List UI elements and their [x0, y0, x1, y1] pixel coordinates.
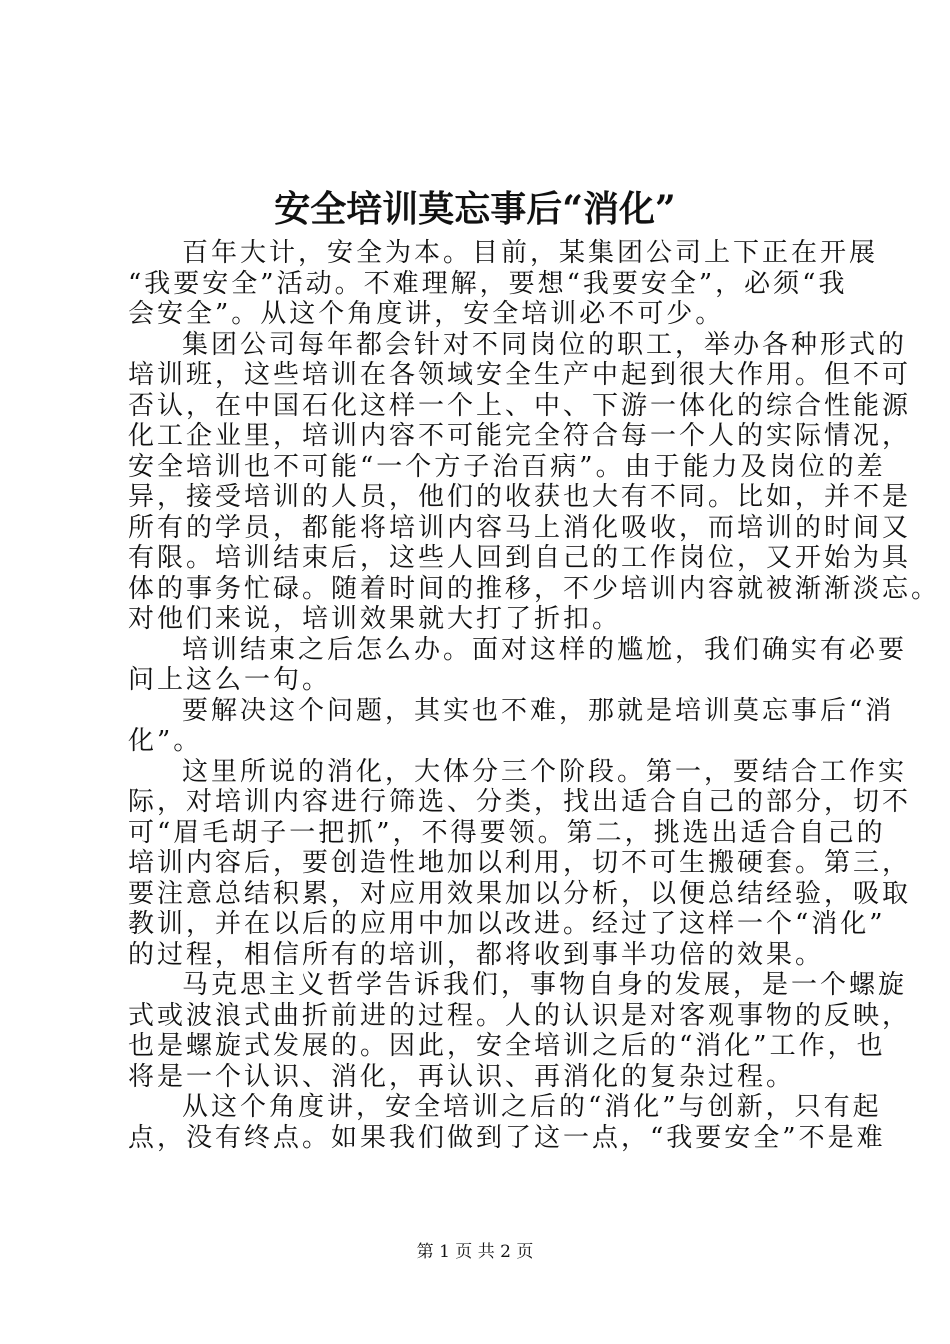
document-title: 安全培训莫忘事后“消化”: [274, 188, 676, 230]
document-body: [128, 238, 941, 1153]
paragraph: [128, 238, 879, 330]
paragraph-line: 集团公司每年都会针对不同岗位的职工，举办各种形式的: [182, 329, 908, 360]
paragraph-line: 化工企业里，培训内容不可能完全符合每一个人的实际情况，: [128, 421, 912, 451]
paragraph-line: 教训，并在以后的应用中加以改进。经过了这样一个“消化”: [128, 909, 886, 939]
paragraph-line: 化”。: [128, 726, 203, 756]
paragraph-line: “我要安全”活动。不难理解，要想“我要安全”，必须“我: [128, 268, 848, 299]
paragraph: [128, 970, 912, 1092]
paragraph-line: 培训班，这些培训在各领域安全生产中起到很大作用。但不可: [128, 360, 912, 390]
paragraph: [128, 1092, 886, 1153]
paragraph-line: 百年大计，安全为本。目前，某集团公司上下正在开展: [182, 238, 879, 268]
paragraph-line: 要注意总结积累，对应用效果加以分析，以便总结经验，吸取: [128, 878, 912, 909]
paragraph-line: 异，接受培训的人员，他们的收获也大有不同。比如，并不是: [128, 482, 912, 512]
paragraph-line: 问上这么一句。: [128, 665, 332, 695]
paragraph-line: 体的事务忙碌。随着时间的推移，不少培训内容就被渐渐淡忘。: [128, 573, 941, 604]
paragraph-line: 培训内容后，要创造性地加以利用，切不可生搬硬套。第三，: [128, 848, 912, 878]
paragraph-line: 否认，在中国石化这样一个上、中、下游一体化的综合性能源: [128, 390, 912, 421]
paragraph-line: 马克思主义哲学告诉我们，事物自身的发展，是一个螺旋: [182, 970, 908, 1000]
page-footer: 第 1 页 共 2 页: [416, 1242, 534, 1262]
paragraph: [128, 756, 912, 971]
paragraph-line: 也是螺旋式发展的。因此，安全培训之后的“消化”工作，也: [128, 1031, 886, 1061]
paragraph-line: 际，对培训内容进行筛选、分类，找出适合自己的部分，切不: [128, 787, 912, 817]
paragraph: [128, 634, 908, 696]
paragraph-line: 有限。培训结束后，这些人回到自己的工作岗位，又开始为具: [128, 543, 912, 573]
paragraph-line: 所有的学员，都能将培训内容马上消化吸收，而培训的时间又: [128, 512, 912, 543]
paragraph-line: 点，没有终点。如果我们做到了这一点，“我要安全”不是难: [128, 1122, 886, 1153]
paragraph-line: 将是一个认识、消化，再认识、再消化的复杂过程。: [128, 1061, 796, 1092]
paragraph-line: 对他们来说，培训效果就大打了折扣。: [128, 604, 622, 634]
paragraph-line: 会安全”。从这个角度讲，安全培训必不可少。: [128, 299, 725, 329]
paragraph-line: 式或波浪式曲折前进的过程。人的认识是对客观事物的反映，: [128, 1000, 912, 1031]
paragraph-line: 这里所说的消化，大体分三个阶段。第一，要结合工作实: [182, 756, 908, 787]
paragraph-line: 要解决这个问题，其实也不难，那就是培训莫忘事后“消: [182, 695, 895, 726]
paragraph-line: 安全培训也不可能“一个方子治百病”。由于能力及岗位的差: [128, 451, 886, 482]
paragraph: [128, 695, 895, 757]
paragraph-line: 培训结束之后怎么办。面对这样的尴尬，我们确实有必要: [182, 634, 908, 665]
paragraph-line: 从这个角度讲，安全培训之后的“消化”与创新，只有起: [182, 1092, 882, 1122]
paragraph: [128, 329, 941, 635]
paragraph-line: 可“眉毛胡子一把抓”，不得要领。第二，挑选出适合自己的: [128, 817, 886, 848]
paragraph-line: 的过程，相信所有的培训，都将收到事半功倍的效果。: [128, 939, 825, 970]
